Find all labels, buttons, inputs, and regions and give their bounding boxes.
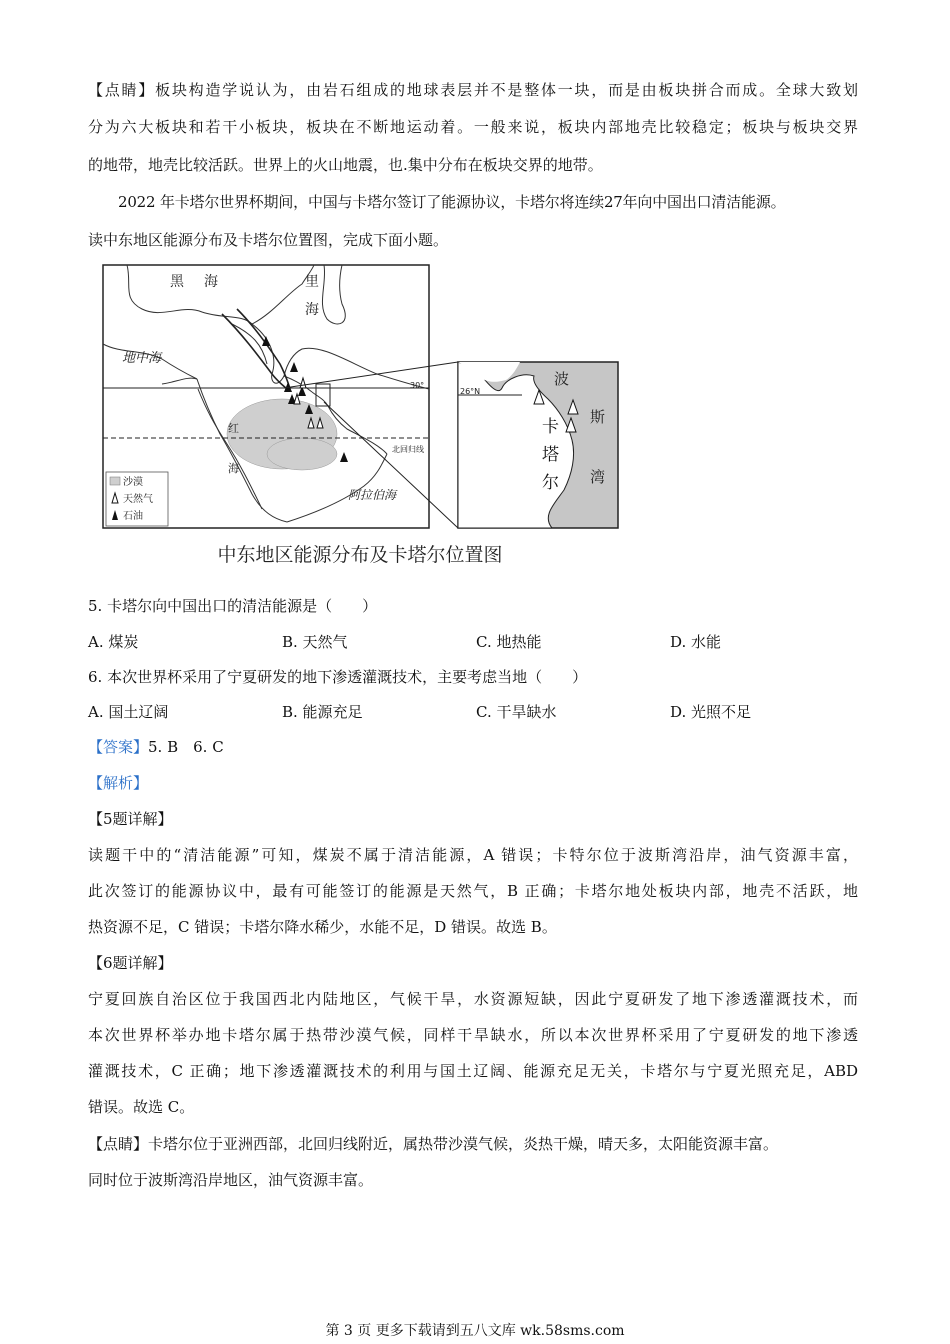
map-label-qatar: 卡: [542, 417, 559, 437]
map-label-qatar: 塔: [542, 445, 559, 465]
legend-oil: 石油: [123, 511, 143, 522]
map-label-red-sea: 海: [228, 462, 239, 475]
detail-6-line: 宁夏回族自治区位于我国西北内陆地区，气候干旱，水资源短缺，因此宁夏研发了地下渗透灌溉技术，而: [88, 990, 858, 1008]
map-label-persian-gulf: 波: [554, 370, 570, 388]
map-label-caspian-sea: 里: [305, 274, 319, 290]
map-label-arabian-sea: 阿拉伯海: [348, 488, 397, 502]
note-tag: 【点睛】: [88, 81, 156, 99]
map-caption: 中东地区能源分布及卡塔尔位置图: [217, 544, 503, 566]
map-label-red-sea: 红: [228, 422, 239, 435]
note-paragraph-line: 的地带，地壳比较活跃。世界上的火山地震，也.集中分布在板块交界的地带。: [88, 156, 603, 174]
detail-6-heading: 【6题详解】: [88, 954, 173, 972]
map-label-persian-gulf: 斯: [590, 408, 606, 426]
question-5-option-c: C. 地热能: [476, 633, 542, 651]
detail-5-line: 热资源不足，C 错误；卡塔尔降水稀少，水能不足，D 错误。故选 B。: [88, 918, 557, 936]
detail-6-line: 错误。故选 C。: [88, 1098, 195, 1116]
legend-gas: 天然气: [123, 494, 153, 505]
question-stem-line: 读中东地区能源分布及卡塔尔位置图，完成下面小题。: [88, 231, 449, 249]
map-label-qatar: 尔: [542, 473, 559, 493]
answer-line: [88, 737, 224, 757]
question-6-option-a: A. 国土辽阔: [88, 703, 169, 721]
answer-text: 5. B 6. C: [148, 738, 224, 756]
question-6-option-c: C. 干旱缺水: [476, 703, 557, 721]
detail-5-heading: 【5题详解】: [88, 810, 173, 828]
final-note-line: 同时位于波斯湾沿岸地区，油气资源丰富。: [88, 1171, 374, 1189]
note-paragraph-line: 【点睛】板块构造学说认为，由岩石组成的地球表层并不是整体一块，而是由板块拼合而成。全球大致划: [88, 81, 858, 99]
map-label-persian-gulf: 湾: [590, 468, 606, 486]
map-label-mediterranean: 地中海: [122, 351, 162, 366]
question-6-option-d: D. 光照不足: [670, 703, 752, 721]
detail-6-line: 本次世界杯举办地卡塔尔属于热带沙漠气候，同样干旱缺水，所以本次世界杯采用了宁夏研发的地下渗透: [88, 1026, 858, 1044]
legend-desert: 沙漠: [123, 477, 143, 488]
detail-5-line: 此次签订的能源协议中，最有可能签订的能源是天然气，B 正确；卡塔尔地处板块内部，地壳不活跃，地: [88, 882, 858, 900]
page-footer: 第 3 页 更多下载请到五八文库 wk.58sms.com: [325, 1323, 625, 1339]
question-5-option-d: D. 水能: [670, 633, 722, 651]
map-label-black-sea: 黑: [170, 274, 184, 290]
question-5-stem: 5. 卡塔尔向中国出口的清洁能源是（ ）: [88, 597, 378, 615]
final-note-tag: 【点睛】: [88, 1135, 149, 1153]
question-5-option-b: B. 天然气: [282, 633, 348, 651]
middle-east-energy-map: [102, 264, 620, 532]
detail-6-line: 灌溉技术，C 正确；地下渗透灌溉技术的利用与国土辽阔、能源充足无关，卡塔尔与宁夏光照充足，ABD: [88, 1062, 858, 1080]
note-paragraph-line: 分为六大板块和若干小板块，板块在不断地运动着。一般来说，板块内部地壳比较稳定；板块与板块交界: [88, 118, 858, 136]
question-6-option-b: B. 能源充足: [282, 703, 363, 721]
map-label-caspian-sea: 海: [305, 302, 319, 318]
map-label-tropic-of-cancer: 北回归线: [392, 445, 424, 454]
map-label-black-sea: 海: [204, 274, 218, 290]
final-note-line: 【点睛】卡塔尔位于亚洲西部，北回归线附近，属热带沙漠气候，炎热干燥，晴天多，太阳能资源丰富。: [88, 1135, 779, 1153]
answer-tag: 【答案】: [88, 738, 149, 756]
map-label-lat-30: 30°: [410, 381, 425, 390]
analysis-tag: 【解析】: [88, 774, 149, 792]
detail-5-line: 读题干中的“清洁能源”可知，煤炭不属于清洁能源，A 错误；卡特尔位于波斯湾沿岸，油气资源丰富，: [88, 846, 858, 864]
map-label-lat-26: 26°N: [460, 387, 481, 396]
question-5-option-a: A. 煤炭: [88, 633, 139, 651]
question-stem-line: 2022 年卡塔尔世界杯期间，中国与卡塔尔签订了能源协议，卡塔尔将连续27年向中国出口清洁能源。: [118, 193, 786, 211]
question-6-stem: 6. 本次世界杯采用了宁夏研发的地下渗透灌溉技术，主要考虑当地（ ）: [88, 668, 588, 686]
